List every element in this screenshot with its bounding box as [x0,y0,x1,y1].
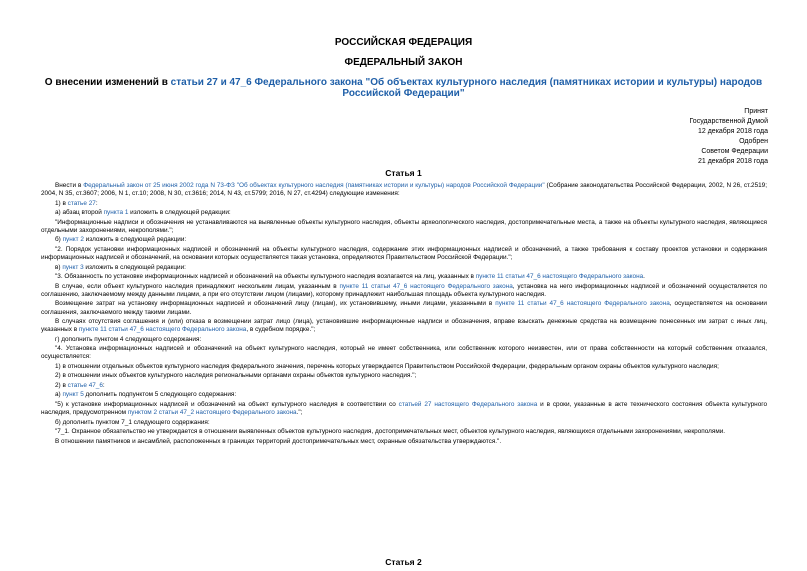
paragraph-text: и в сроки, указанные в акте технического состояния объекта культурного наследия, предусмотренном [41,400,767,417]
paragraph [41,318,767,334]
paragraph-text: Внести в [55,182,84,189]
paragraph [41,246,767,262]
paragraph [41,391,767,399]
paragraph [41,382,767,390]
document-link[interactable]: статье 47_6 [67,381,103,389]
paragraph-text: б) дополнить пунктом 7_1 следующего содержания: [55,418,210,426]
paragraph-text: "3. Обязанность по установке информационных надписей и обозначений на объекты культурного наследия возлагается на лиц, указанных в [55,273,476,281]
paragraph [41,219,767,235]
document-link[interactable]: пункте 11 статьи 47_6 настоящего Федерального закона [78,326,247,334]
paragraph-text: "7_1. Охранное обязательство не утверждается в отношении выявленных объектов культурного наследия, достопримечательных мест, объектов культурного наследия, являющихся отдельными захоронениями, некрополями. [55,428,726,436]
document-link[interactable]: пункте 11 статьи 47_6 настоящего Федерального закона [339,282,513,290]
adoption-line: Государственной Думой [689,118,768,125]
document-link[interactable]: пункт 2 [62,236,84,244]
paragraph-text: , в судебном порядке."; [246,326,316,334]
paragraph [41,363,767,371]
paragraph [41,273,767,281]
adoption-line: 12 декабря 2018 года [697,128,768,135]
paragraph [41,283,767,299]
paragraph [41,182,767,198]
paragraph-text: "2. Порядок установки информационных надписей и обозначений на объекты культурного наследия, содержание этих информационных надписей и обозначений, а также требования к составу проектов установки и содержания информационных надписей и обозначений, на основании которых осуществляется такая установка, определяются Правительством Российской Федерации."; [41,245,767,262]
paragraph [41,372,767,380]
paragraph-text: "5) к установке информационных надписей и обозначений на объект культурного наследия в соответствии со [55,400,399,408]
adoption-line: Принят [744,108,768,115]
paragraph-text: г) дополнить пунктом 4 следующего содержания: [55,335,202,343]
paragraph [41,236,767,244]
paragraph-text: "Информационные надписи и обозначения не устанавливаются на выявленные объекты культурного наследия, объекты археологического наследия, достопримечательные места, а также на объекты культурного наследия, являющиеся отдельными захоронениями, некрополями."; [41,218,767,234]
document-link[interactable]: пункт 5 [62,391,84,399]
paragraph [41,428,767,436]
article-2-heading: Статья 2 [385,557,422,567]
paragraph-text: ."; [296,409,303,417]
paragraph-text: 2) в отношении иных объектов культурного наследия региональными органами охраны объектов культурного наследия."; [55,372,417,380]
paragraph-text: В отношении памятников и ансамблей, расположенных в границах территорий достопримечательных мест, охранные обязательства утверждаются.". [55,437,502,445]
adoption-line: Одобрен [739,138,768,145]
paragraph [41,264,767,272]
law-title-prefix: О внесении изменений в [44,77,171,88]
article-1-body [41,182,767,447]
paragraph-text: , установка на него информационных надписей и обозначений осуществляется по соглашению, заключаемому между данными лицами, а при его отсутствии лицом (лицами), которому принадлежит наибольшая площадь объекта культурного наследия. [41,282,768,298]
document-link[interactable]: пункт 3 [62,263,84,271]
paragraph-text: дополнить подпунктом 5 следующего содержания: [83,391,237,399]
paragraph-text: "4. Установка информационных надписей и обозначений на объект культурного наследия, который не имеет собственника, или собственник которого неизвестен, или от права собственности на который собственник отказался, осуществляется: [41,345,767,361]
article-1-heading: Статья 1 [385,168,422,178]
law-title [40,77,767,99]
paragraph-text: (Собрание законодательства Российской Федерации, 2002, N 26, ст.2519; 2004, N 35, ст.3607; 2006, N 1, ст.10; 2008, N 30, ст.3616; 2014, N 43, ст.5799; 2016, N 27, ст.4294) следующие изменения: [41,182,768,198]
document-link[interactable]: Федеральный закон от 25 июня 2002 года N 73-ФЗ "Об объектах культурного наследия (памятниках истории и культуры) народов Российской Федерации" [83,182,545,189]
adoption-line: Советом Федерации [701,148,768,155]
country-heading: РОССИЙСКАЯ ФЕДЕРАЦИЯ [334,37,473,48]
paragraph-text: изложить в следующей редакции: [128,209,231,217]
paragraph-text: в) [55,263,63,271]
paragraph [41,200,767,208]
paragraph-text: изложить в следующей редакции: [83,236,187,244]
paragraph-text: а) абзац второй [55,209,104,217]
paragraph [41,209,767,217]
paragraph-text: изложить в следующей редакции: [83,263,186,271]
paragraph [41,336,767,344]
document-link[interactable]: пунктом 2 статьи 47_2 настоящего Федерального закона [127,409,297,417]
paragraph-text: , осуществляется на основании соглашения, заключаемого между такими лицами. [41,300,767,316]
paragraph-text: а) [55,391,63,399]
paragraph [41,401,767,417]
paragraph-text: 2) в [55,381,68,389]
paragraph [41,345,767,361]
law-type-heading: ФЕДЕРАЛЬНЫЙ ЗАКОН [344,57,463,68]
law-title-link[interactable]: статьи 27 и 47_6 Федерального закона "Об объектах культурного наследия (памятниках истории и культуры) народов Российской Федерации" [170,77,763,99]
document-link[interactable]: пункте 11 статьи 47_6 настоящего Федерального закона [475,273,644,281]
paragraph-text: В случае, если объект культурного наследия принадлежит нескольким лицам, указанным в [55,282,340,290]
document-link[interactable]: пункта 1 [103,209,129,217]
paragraph-text: : [102,381,105,389]
paragraph-text: Возмещение затрат на установку информационных надписей и обозначений лицу (лицам), их установившему, иными лицами, указанными в [55,300,496,308]
paragraph-text: В случаях отсутствия соглашения и (или) отказа в возмещении затрат лицо (лица), установившие информационные надписи и обозначения, вправе взыскать денежные средства на возмещение понесенных им затрат с иных лиц, указанных в [41,318,767,334]
paragraph-text: : [95,199,98,207]
document-link[interactable]: статьей 27 настоящего Федерального закона [398,400,538,408]
paragraph-text: . [643,273,645,281]
document-link[interactable]: пункте 11 статьи 47_6 настоящего Федерального закона [495,300,670,308]
document-link[interactable]: статье 27 [67,199,96,207]
paragraph [41,300,767,316]
paragraph [41,438,767,446]
paragraph-text: 1) в отношении отдельных объектов культурного наследия федерального значения, перечень которых утверждается Правительством Российской Федерации, федеральным органом охраны объектов культурного наследия; [55,362,719,370]
adoption-line: 21 декабря 2018 года [697,158,768,165]
paragraph [41,419,767,427]
paragraph-text: 1) в [55,199,68,207]
paragraph-text: б) [55,236,63,244]
